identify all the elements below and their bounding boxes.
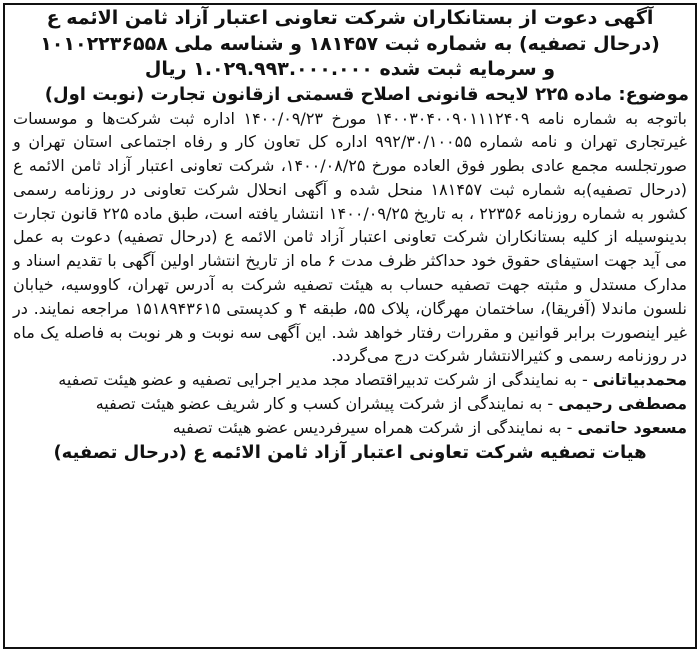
liquidation-board-members (5, 368, 695, 439)
member-role: - به نمایندگی از شرکت تدبیراقتصاد مجد مدیر اجرایی تصفیه و عضو هیئت تصفیه (58, 370, 593, 390)
header-line-2: (درحال تصفیه) به شماره ثبت ۱۸۱۴۵۷ و شناسه ملی ۱۰۱۰۲۲۳۶۵۵۸ (40, 32, 660, 55)
member-3 (13, 416, 687, 440)
member-name: مصطفی رحیمی (558, 394, 687, 414)
notice-subject: موضوع: ماده ۲۲۵ لایحه قانونی اصلاح قسمتی ازقانون تجارت (نوبت اول) (44, 83, 689, 105)
member-name: محمدبیاتانی (592, 370, 687, 390)
member-2 (13, 392, 687, 416)
notice-header (5, 6, 695, 83)
header-line-1: آگهی دعوت از بستانکاران شرکت تعاونی اعتبار آزاد ثامن الائمه ع (46, 7, 654, 29)
member-role: - به نمایندگی از شرکت همراه سیرفردیس عضو هیئت تصفیه (172, 417, 578, 437)
member-role: - به نمایندگی از شرکت پیشران کسب و کار شریف عضو هیئت تصفیه (95, 394, 559, 414)
notice-footer: هیات تصفیه شرکت تعاونی اعتبار آزاد ثامن الائمه ع (درحال تصفیه) (53, 441, 647, 463)
member-1 (13, 368, 687, 392)
notice-body: باتوجه به شماره نامه ۱۴۰۰۳۰۴۰۰۹۰۱۱۱۲۴۰۹ مورخ ۱۴۰۰/۰۹/۲۳ اداره ثبت شرکت‌ها و موسسات غیرتجاری تهران و نامه شماره ۹۹۲/۳۰/۱۰۰۵۵ اداره کل تعاون کار و رفاه اجتماعی استان تهران و صورتجلسه مجمع عادی بطور فوق العاده مورخ ۱۴۰۰/۰۸/۲۵، شرکت تعاونی اعتبار آزاد ثامن الائمه ع (درحال تصفیه)به شماره ثبت ۱۸۱۴۵۷ منحل شده و آگهی انحلال شرکت تعاونی در روزنامه رسمی کشور به شماره روزنامه ۲۲۳۵۶ ، به تاریخ ۱۴۰۰/۰۹/۲۵ انتشار یافته است، طبق ماده ۲۲۵ قانون تجارت بدینوسیله از کلیه بستانکاران شرکت تعاونی اعتبار آزاد ثامن الائمه ع (درحال تصفیه) دعوت به عمل می آید جهت استیفای حقوق خود حداکثر ظرف مدت ۶ ماه از تاریخ انتشار اولین آگهی با تقدیم اسناد و مدارک مستدل و مثبته جهت تصفیه حساب به هیئت تصفیه شرکت به آدرس تهران، کاووسیه، خیابان نلسون ماندلا (آفریقا)، ساختمان مهرگان، پلاک ۵۵، طبقه ۴ و کدپستی ۱۵۱۸۹۴۳۶۱۵ مراجعه نمایند. در غیر اینصورت برابر قوانین و مقررات رفتار خواهد شد. این آگهی سه نوبت و هر نوبت به فاصله یک ماه در روزنامه رسمی و کثیرالانتشار شرکت درج می‌گردد. (13, 108, 688, 366)
member-name: مسعود حاتمی (577, 417, 687, 437)
header-line-3: و سرمایه ثبت شده ۱.۰۲۹.۹۹۳.۰۰۰.۰۰۰ ریال (144, 58, 556, 80)
notice-frame (3, 3, 697, 649)
